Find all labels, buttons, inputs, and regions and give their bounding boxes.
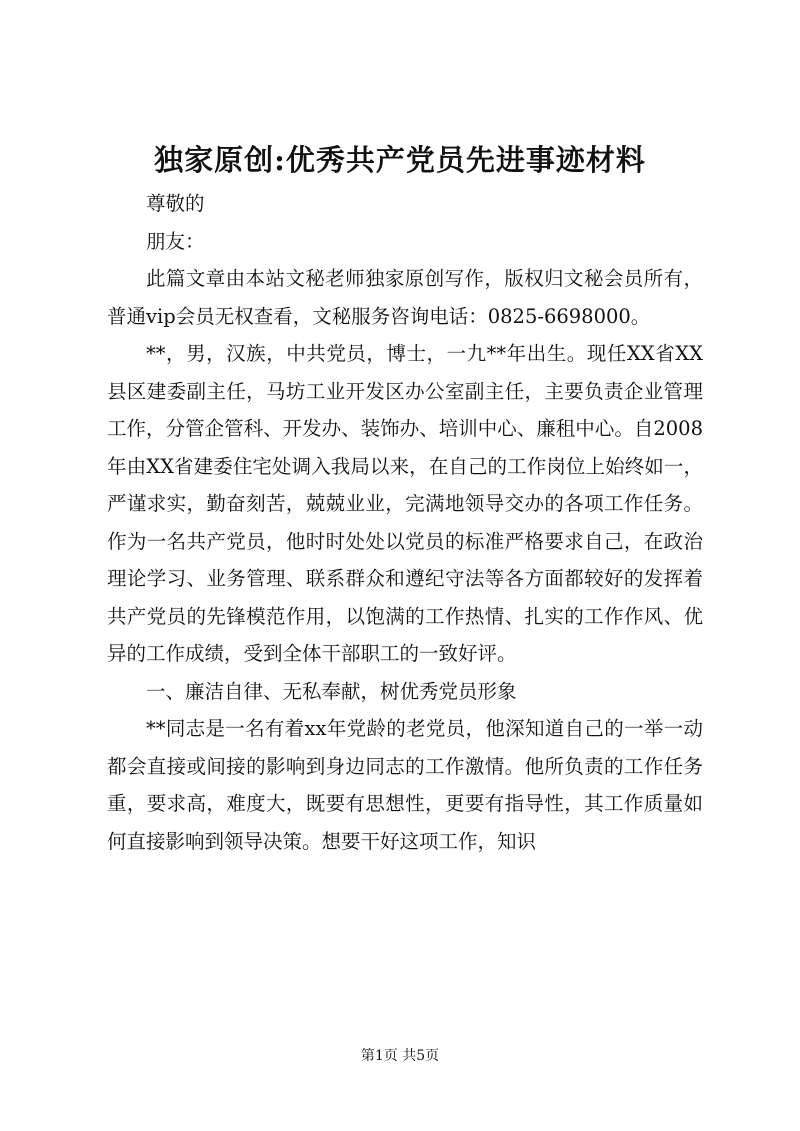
document-title: 独家原创:优秀共产党员先进事迹材料: [154, 143, 646, 177]
page-footer: 第1页 共5页: [360, 1048, 440, 1064]
salutation-line-1: 尊敬的: [146, 192, 205, 215]
document-body: [107, 185, 703, 860]
section-paragraph-1: **同志是一名有着xx年党龄的老党员，他深知道自己的一举一动都会直接或间接的影响到身边同志的工作激情。他所负责的工作任务重，要求高，难度大，既要有思想性，更要有指导性，其工作质量如何直接影响到领导决策。想要干好这项工作，知识: [107, 717, 703, 853]
section-heading-1: 一、廉洁自律、无私奉献，树优秀党员形象: [146, 679, 517, 703]
intro-paragraph: **，男，汉族，中共党员，博士，一九**年出生。现任XX省XX县区建委副主任，马坊工业开发区办公室副主任，主要负责企业管理工作，分管企管科、开发办、装饰办、培训中心、廉租中心。自2008年由XX省建委住宅处调入我局以来，在自己的工作岗位上始终如一，严谨求实，勤奋刻苦，兢兢业业，完满地领导交办的各项工作任务。作为一名共产党员，他时时处处以党员的标准严格要求自己，在政治理论学习、业务管理、联系群众和遵纪守法等各方面都较好的发挥着共产党员的先锋模范作用，以饱满的工作热情、扎实的工作作风、优异的工作成绩，受到全体干部职工的一致好评。: [107, 342, 703, 665]
salutation-line-2: 朋友：: [146, 229, 205, 253]
copyright-paragraph: 此篇文章由本站文秘老师独家原创写作，版权归文秘会员所有，普通vip会员无权查看，文秘服务咨询电话：0825-6698000。: [107, 267, 703, 328]
